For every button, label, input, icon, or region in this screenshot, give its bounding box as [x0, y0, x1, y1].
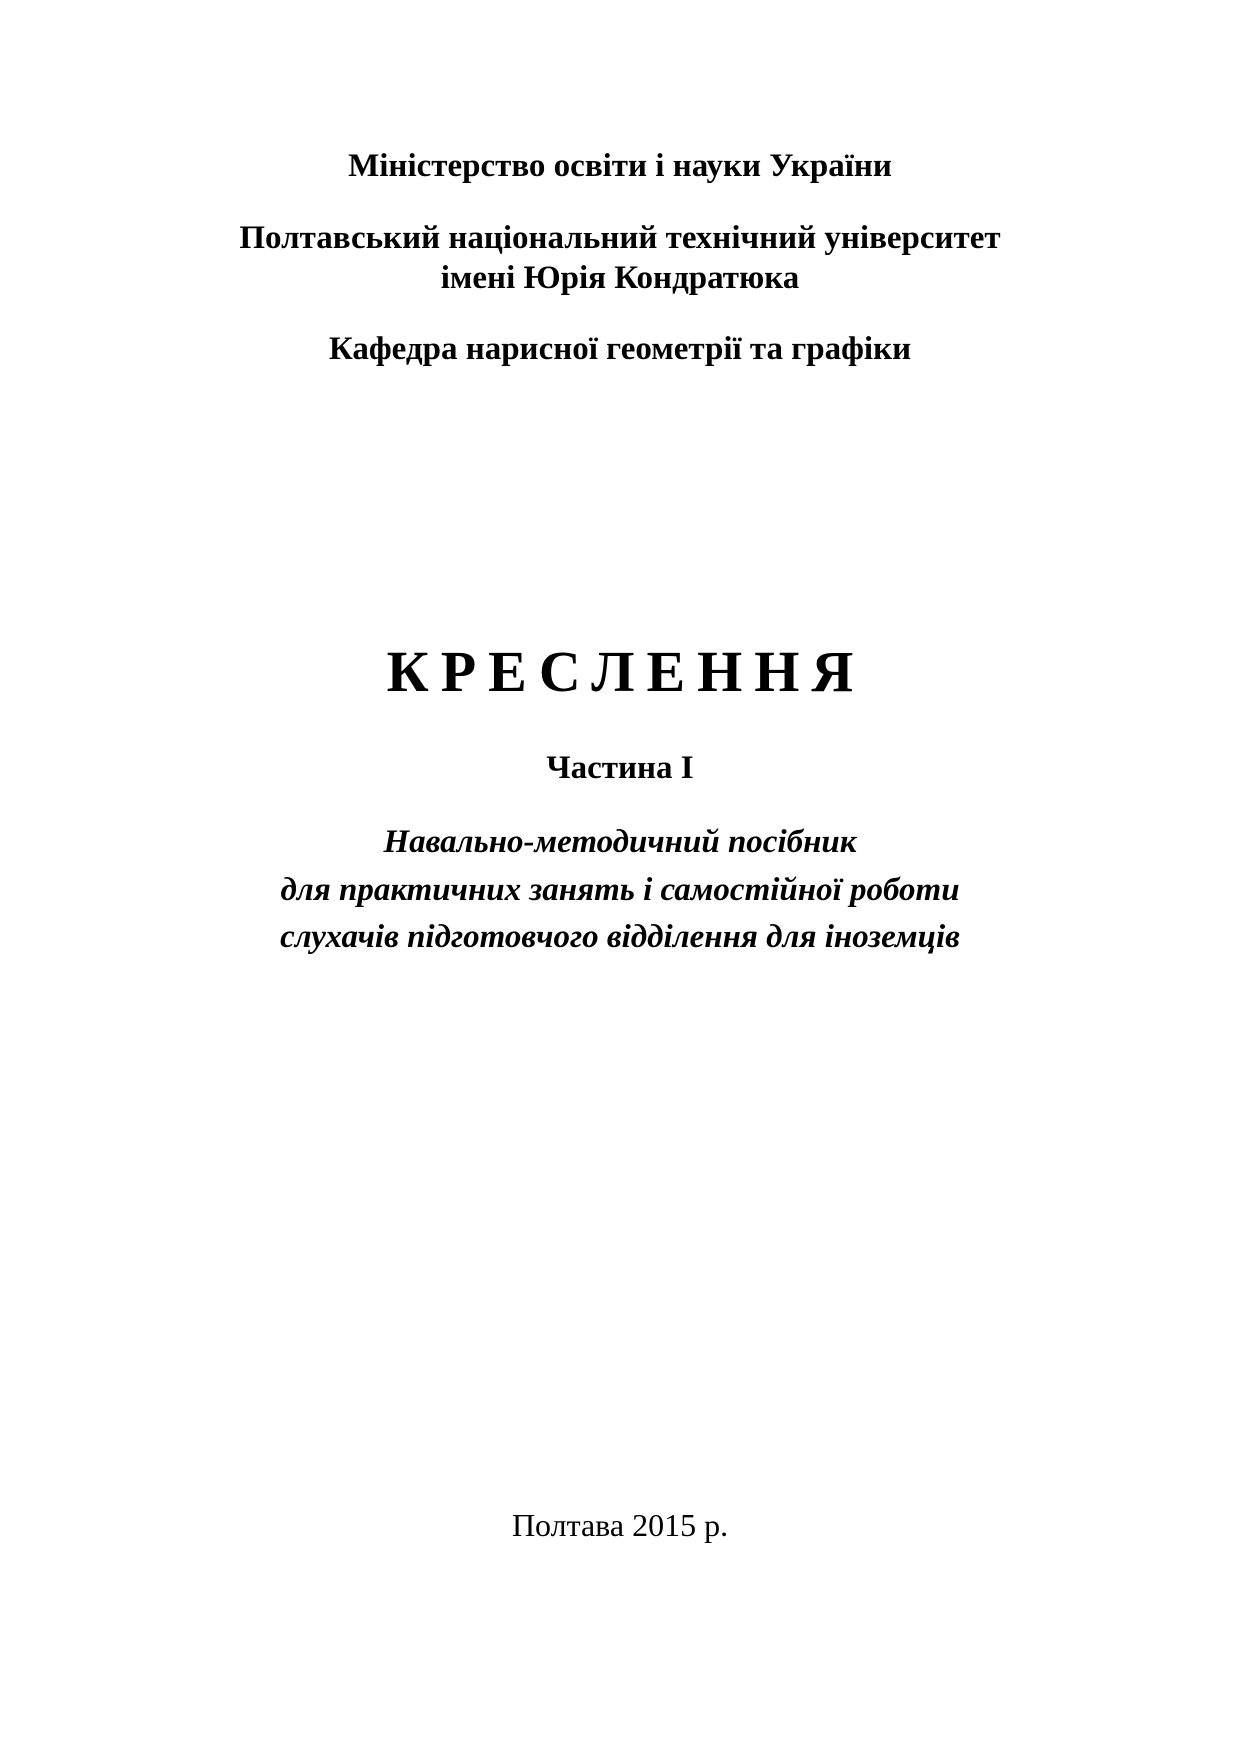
university-name-line-1: Полтавський національний технічний університет: [239, 220, 1001, 256]
department-name: Кафедра нарисної геометрії та графіки: [328, 331, 912, 367]
part-number: Частина I: [546, 750, 694, 786]
city-and-year: Полтава 2015 р.: [511, 1507, 729, 1543]
ministry-name: Міністерство освіти і науки України: [348, 148, 892, 184]
document-title: КРЕСЛЕННЯ: [386, 639, 866, 704]
university-name-line-2: імені Юрія Кондратюка: [440, 260, 800, 296]
subtitle-line-2: для практичних занять і самостійної роботи: [280, 872, 960, 908]
subtitle-line-1: Навально-методичний посібник: [383, 824, 857, 860]
subtitle-line-3: слухачів підготовчого відділення для іноземців: [280, 919, 960, 955]
